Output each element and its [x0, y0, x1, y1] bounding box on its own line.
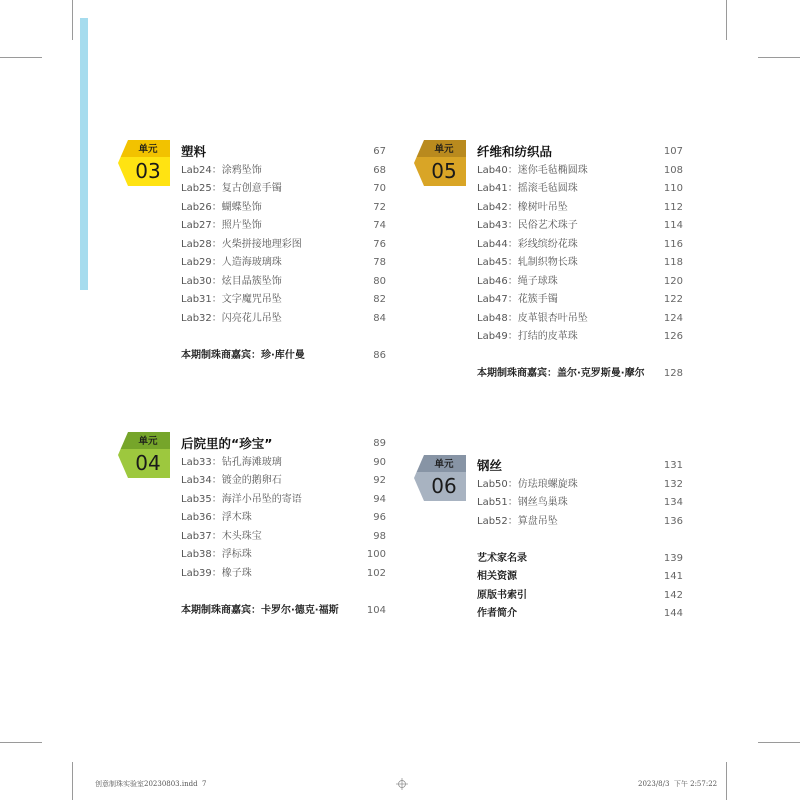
unit-title: [181, 143, 386, 162]
toc-entry: [477, 254, 683, 273]
side-color-bar: [80, 18, 88, 290]
toc-entry-page-number: 98: [373, 530, 386, 542]
toc-entry: [181, 546, 386, 565]
toc-entry-page-number: 114: [663, 220, 683, 231]
back-matter-entry: [477, 550, 683, 569]
toc-entry-page-number: 80: [373, 275, 386, 287]
toc-entry: [477, 236, 683, 255]
unit-title-text: 后院里的“珍宝”: [181, 436, 273, 451]
guest-entry-text: 本期制珠商嘉宾：盖尔·克罗斯曼·摩尔: [477, 368, 645, 379]
toc-entry-page-number: 70: [373, 183, 386, 194]
toc-entry-page-number: 112: [663, 201, 683, 213]
unit-badge-number: 03: [135, 159, 161, 183]
unit-badge-number: 05: [431, 159, 457, 183]
unit-badge: [414, 455, 466, 501]
toc-entry-page-number: 134: [663, 497, 683, 508]
toc-entry: [477, 328, 683, 347]
toc-entry-page-number: 96: [373, 512, 386, 523]
print-timestamp: 2023/8/3 下午 2:57:22: [638, 780, 718, 788]
unit-badge-label: 单元: [434, 144, 454, 155]
toc-entry: [181, 291, 386, 310]
unit-title-page-number: 131: [663, 460, 683, 471]
toc-entry: [181, 310, 386, 329]
toc-entry-text: Lab32：闪亮花儿吊坠: [181, 312, 282, 324]
unit-title-text: 钢丝: [477, 458, 503, 473]
toc-entry-text: Lab33：钻孔海滩玻璃: [181, 456, 282, 468]
toc-entry: [181, 491, 386, 510]
toc-entry-text: Lab50：仿珐琅螺旋珠: [477, 478, 578, 490]
crop-mark: [758, 742, 800, 743]
toc-entry: [181, 509, 386, 528]
toc-entry-text: Lab38：浮标珠: [181, 549, 252, 560]
toc-entry-page-number: 102: [366, 567, 386, 579]
toc-entry: [181, 528, 386, 547]
back-matter-entry-text: 相关资源: [477, 571, 517, 582]
toc-entry: [477, 494, 683, 513]
toc-entry-text: Lab36：浮木珠: [181, 512, 252, 523]
crop-mark: [72, 762, 73, 800]
toc-entry-text: Lab37：木头珠宝: [181, 530, 262, 542]
back-matter-entry-page-number: 144: [663, 608, 683, 619]
toc-entry-page-number: 94: [373, 493, 386, 505]
guest-entry-text: 本期制珠商嘉宾：珍·库什曼: [181, 349, 305, 361]
toc-entry-text: Lab31：文字魔咒吊坠: [181, 294, 282, 305]
toc-entry-page-number: 100: [366, 549, 386, 560]
toc-entry-page-number: 92: [373, 475, 386, 486]
unit-badge-label: 单元: [138, 436, 158, 447]
toc-entries: [477, 457, 683, 624]
guest-entry: [181, 347, 386, 366]
toc-entry-page-number: 90: [373, 456, 386, 468]
toc-entry-text: Lab48：皮革银杏叶吊坠: [477, 312, 588, 324]
toc-entry: [477, 513, 683, 532]
unit-badge: [118, 432, 170, 478]
toc-entry-page-number: 122: [663, 294, 683, 305]
toc-entry: [477, 180, 683, 199]
toc-entry: [181, 180, 386, 199]
toc-entry-page-number: 136: [663, 515, 683, 527]
toc-entry: [181, 162, 386, 181]
unit-title-page-number: 107: [663, 146, 683, 157]
toc-entry: [181, 199, 386, 218]
toc-entry-text: Lab44：彩线缤纷花珠: [477, 238, 578, 250]
toc-entry-text: Lab49：打结的皮革珠: [477, 331, 578, 342]
toc-entry: [477, 199, 683, 218]
crop-mark: [0, 57, 42, 58]
toc-entry-text: Lab35：海洋小吊坠的寄语: [181, 493, 302, 505]
toc-entry: [477, 217, 683, 236]
toc-entry-page-number: 118: [663, 257, 683, 268]
crop-mark: [726, 0, 727, 40]
toc-entry-page-number: 120: [663, 275, 683, 287]
guest-entry-page-number: 86: [373, 349, 386, 361]
toc-entry-text: Lab26：蝴蝶坠饰: [181, 201, 262, 213]
toc-entry: [181, 565, 386, 584]
toc-entry-page-number: 116: [663, 238, 683, 250]
toc-entry-text: Lab39：橡子珠: [181, 567, 252, 579]
back-matter-entry-text: 原版书索引: [477, 589, 527, 601]
back-matter-entry: [477, 587, 683, 606]
toc-entry: [181, 236, 386, 255]
toc-entry-page-number: 124: [663, 312, 683, 324]
crop-mark: [726, 762, 727, 800]
toc-entry-text: Lab45：轧制织物长珠: [477, 257, 578, 268]
toc-entry: [181, 273, 386, 292]
toc-entry: [477, 476, 683, 495]
guest-entry: [181, 602, 386, 621]
toc-entry-page-number: 78: [373, 257, 386, 268]
back-matter-entry-page-number: 141: [663, 571, 683, 582]
unit-title-text: 纤维和纺织品: [477, 144, 553, 159]
toc-entry-page-number: 74: [373, 220, 386, 231]
toc-entry-text: Lab46：绳子球珠: [477, 275, 558, 287]
toc-entry-text: Lab28：火柴拼接地理彩图: [181, 238, 302, 250]
toc-entry-page-number: 132: [663, 478, 683, 490]
toc-entry-page-number: 126: [663, 331, 683, 342]
toc-entry: [477, 162, 683, 181]
toc-entry-text: Lab34：镀金的鹅卵石: [181, 475, 282, 486]
toc-entry-page-number: 108: [663, 164, 683, 176]
back-matter-entry-text: 作者简介: [477, 608, 517, 619]
guest-entry-text: 本期制珠商嘉宾：卡罗尔·德克·福斯: [181, 604, 339, 616]
registration-mark-icon: [396, 778, 408, 790]
toc-entry-page-number: 84: [373, 312, 386, 324]
toc-entry-page-number: 82: [373, 294, 386, 305]
toc-entry-text: Lab29：人造海玻璃珠: [181, 257, 282, 268]
back-matter-entry-text: 艺术家名录: [477, 552, 527, 564]
unit-title: [477, 457, 683, 476]
guest-entry-page-number: 128: [663, 368, 683, 379]
back-matter-entry: [477, 605, 683, 624]
toc-entry-text: Lab25：复古创意手镯: [181, 183, 282, 194]
toc-entry-text: Lab52：算盘吊坠: [477, 515, 558, 527]
toc-entry: [181, 472, 386, 491]
unit-badge: [118, 140, 170, 186]
toc-entry-text: Lab42：橡树叶吊坠: [477, 201, 568, 213]
unit-badge-number: 06: [431, 474, 457, 498]
print-file-name: 创意制珠实验室20230803.indd 7: [95, 780, 207, 788]
toc-entry-text: Lab27：照片坠饰: [181, 220, 262, 231]
toc-entry: [477, 310, 683, 329]
toc-entry-text: Lab40：迷你毛毡椭圆珠: [477, 164, 588, 176]
toc-entry-page-number: 76: [373, 238, 386, 250]
unit-badge-label: 单元: [434, 459, 454, 470]
unit-title-page-number: 67: [373, 146, 386, 157]
guest-entry: [477, 365, 683, 384]
toc-entry-page-number: 110: [663, 183, 683, 194]
toc-entry-text: Lab43：民俗艺术珠子: [477, 220, 578, 231]
toc-entry-page-number: 68: [373, 164, 386, 176]
unit-title-text: 塑料: [181, 144, 207, 159]
toc-entries: [477, 143, 683, 384]
toc-entry-text: Lab41：摇滚毛毡圆珠: [477, 183, 578, 194]
unit-badge: [414, 140, 466, 186]
toc-entry: [181, 217, 386, 236]
toc-entries: [181, 435, 386, 620]
crop-mark: [0, 742, 42, 743]
back-matter-entry-page-number: 139: [663, 552, 683, 564]
toc-entry: [477, 291, 683, 310]
toc-entry-page-number: 72: [373, 201, 386, 213]
toc-entry: [181, 254, 386, 273]
toc-entry: [181, 454, 386, 473]
guest-entry-page-number: 104: [366, 604, 386, 616]
back-matter-entry-page-number: 142: [663, 589, 683, 601]
unit-title: [477, 143, 683, 162]
crop-mark: [72, 0, 73, 40]
toc-entry-text: Lab47：花簇手镯: [477, 294, 558, 305]
unit-title: [181, 435, 386, 454]
unit-badge-number: 04: [135, 451, 161, 475]
crop-mark: [758, 57, 800, 58]
back-matter-entry: [477, 568, 683, 587]
unit-badge-label: 单元: [138, 144, 158, 155]
toc-entries: [181, 143, 386, 365]
toc-entry-text: Lab51：钢丝鸟巢珠: [477, 497, 568, 508]
toc-entry-text: Lab30：炫目晶簇坠饰: [181, 275, 282, 287]
toc-entry-text: Lab24：涂鸦坠饰: [181, 164, 262, 176]
unit-title-page-number: 89: [373, 438, 386, 449]
toc-entry: [477, 273, 683, 292]
